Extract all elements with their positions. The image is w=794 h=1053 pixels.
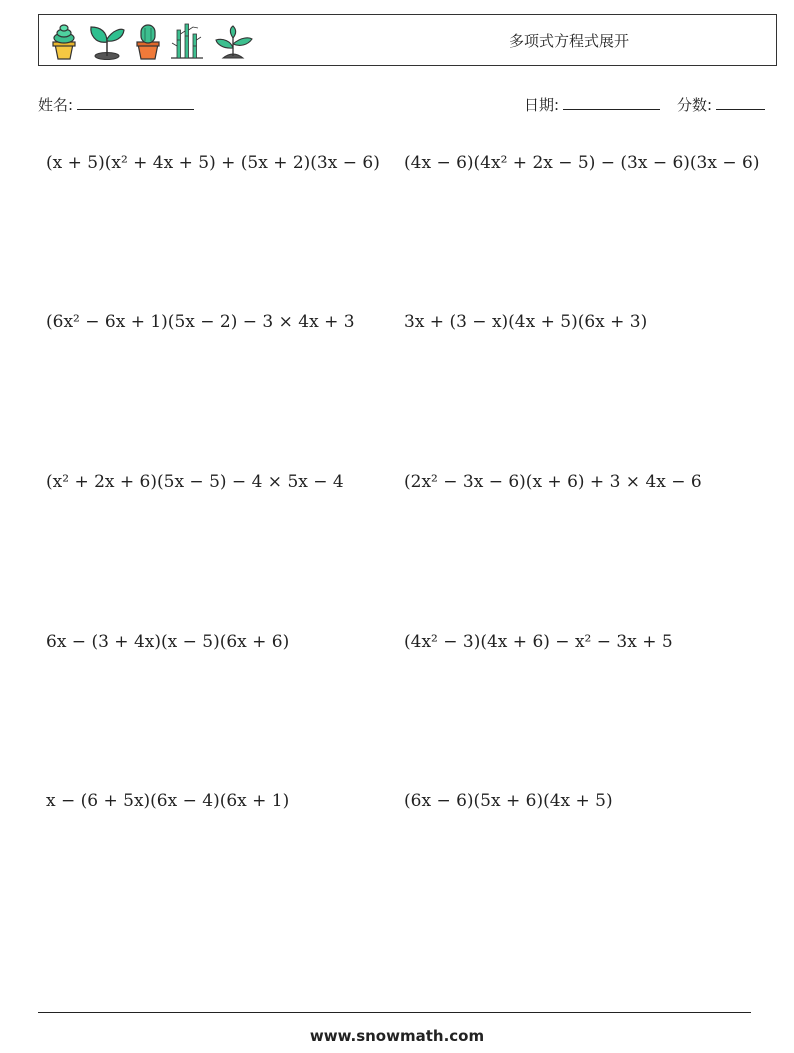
problem-10: (6x − 6)(5x + 6)(4x + 5) [404,791,613,811]
score-blank-line[interactable] [716,93,765,110]
score-label: 分数: [677,96,713,114]
problem-8: (4x² − 3)(4x + 6) − x² − 3x + 5 [404,632,673,652]
problem-1: (x + 5)(x² + 4x + 5) + (5x + 2)(3x − 6) [46,153,380,173]
succulent-pot-icon [47,22,81,60]
date-blank-line[interactable] [563,93,660,110]
problem-9: x − (6 + 5x)(6x − 4)(6x + 1) [46,791,290,811]
header-icons [47,22,255,60]
score-field[interactable] [677,93,765,115]
problem-3: (6x² − 6x + 1)(5x − 2) − 3 × 4x + 3 [46,312,355,332]
problem-6: (2x² − 3x − 6)(x + 6) + 3 × 4x − 6 [404,472,702,492]
problem-2: (4x − 6)(4x² + 2x − 5) − (3x − 6)(3x − 6) [404,153,760,173]
worksheet-header [38,14,777,66]
footer-divider [38,1012,751,1013]
bamboo-icon [169,22,205,60]
date-label: 日期: [524,96,560,114]
seedling-icon [211,22,255,60]
cactus-pot-icon [133,22,163,60]
footer-url[interactable]: www.snowmath.com [309,1027,485,1045]
worksheet-title: 多项式方程式展开 [509,32,630,50]
name-field[interactable] [38,93,194,115]
problem-5: (x² + 2x + 6)(5x − 5) − 4 × 5x − 4 [46,472,344,492]
name-label: 姓名: [38,96,74,114]
date-field[interactable] [524,93,660,115]
sprout-icon [87,22,127,60]
problem-4: 3x + (3 − x)(4x + 5)(6x + 3) [404,312,648,332]
name-blank-line[interactable] [77,93,194,110]
problem-7: 6x − (3 + 4x)(x − 5)(6x + 6) [46,632,290,652]
